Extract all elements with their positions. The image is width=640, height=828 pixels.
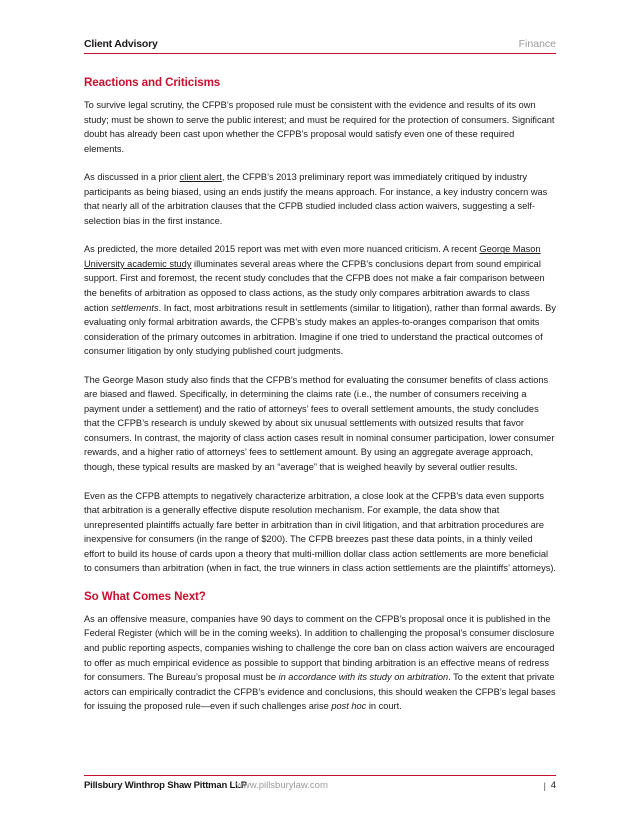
paragraph: As an offensive measure, companies have 90 days to comment on the CFPB’s proposal once it is published in the Federal Register (which will be in the coming weeks). In addition to challenging the proposal’s consumer disclosure and public reporting aspects, companies wishing to challenge the core ban on class action waivers are encouraged to offer as much empirical evidence as possible to support that binding arbitration is an effective means of redress for consumers. The Bureau’s proposal must be in accordance with its study on arbitration. To the extent that private actors can empirically contradict the CFPB’s evidence and conclusions, this should weaken the CFPB’s legal bases for issuing the proposed rule—even if such challenges arise post hoc in court. [84, 613, 556, 712]
paragraph: As predicted, the more detailed 2015 report was met with even more nuanced criticism. A recent George Mason University academic study illuminates several areas where the CFPB’s conclusions depart from sound empirical support. First and foremost, the recent study concludes that the CFPB does not make a fair comparison between the benefits of arbitration as opposed to class actions, as the study only compares arbitration awards to class action settlements. In fact, most arbitrations result in settlements (similar to litigation), rather than formal awards. By evaluating only formal arbitration awards, the CFPB’s study makes an apples-to-oranges comparison that omits consideration of the primary outcomes in arbitration. Imagine if one tried to understand the practical outcomes of consumer litigation by only studying published court judgments. [84, 244, 556, 357]
footer-separator: | [543, 781, 546, 792]
firm-name: Pillsbury Winthrop Shaw Pittman LLP [84, 780, 247, 791]
paragraph: To survive legal scrutiny, the CFPB’s proposed rule must be consistent with the evidence and results of its own study; must be shown to serve the public interest; and must be required for the protection of consumers. Significant doubt has already been cast upon whether the CFPB’s proposal would satisfy even one of these required elements. [84, 100, 555, 154]
document-body [84, 76, 556, 728]
paragraph: As discussed in a prior client alert, the CFPB’s 2013 preliminary report was immediately critiqued by industry participants as being biased, using an ends justify the means approach. For instance, a key industry concern was that nearly all of the arbitration clauses that the CFPB studied included class action waivers, suggesting a self-selection bias in the first instance. [84, 172, 548, 226]
header-title: Client Advisory [84, 38, 158, 50]
page-number: 4 [550, 780, 556, 791]
section-heading-next: So What Comes Next? [84, 589, 206, 603]
client-alert-link[interactable]: client alert [179, 172, 222, 183]
paragraph: The George Mason study also finds that the CFPB’s method for evaluating the consumer benefits of class actions are biased and flawed. Specifically, in determining the claims rate (i.e., the number of consumers receiving a payment under a settlement) and the ratio of attorneys’ fees to overall settlement amounts, the study concludes that the CFPB’s research is unduly skewed by about six unusual settlements with outsized results that favor consumers. In contrast, the majority of class action cases result in nominal consumer participation, lower consumer rewards, and a higher ratio of attorneys’ fees to settlement amount. By using an aggregate average approach, though, these typical results are masked by an “average” that is weighed heavily by several outlier results. [84, 374, 555, 473]
footer-divider [84, 775, 556, 776]
section-heading-reactions: Reactions and Criticisms [84, 76, 221, 89]
paragraph: Even as the CFPB attempts to negatively characterize arbitration, a close look at the CFPB’s data even supports that arbitration is a generally effective dispute resolution mechanism. For example, the data show that unrepresented plaintiffs actually fare better in arbitration than in civil litigation, and that arbitration procedures are inexpensive for consumers (in the range of $200). The CFPB breezes past these data points, in a thinly veiled effort to build its house of cards upon a theory that multi-million dollar class action settlements are more beneficial to consumers than arbitration (when in fact, the true winners in class action settlements are the plaintiffs’ attorneys). [84, 490, 556, 574]
george-mason-study-link[interactable]: George Mason University academic study [84, 244, 541, 269]
firm-website-link[interactable]: www.pillsburylaw.com [236, 780, 328, 791]
header-divider [84, 53, 556, 54]
header-category: Finance [518, 38, 556, 50]
page-footer [84, 780, 556, 796]
